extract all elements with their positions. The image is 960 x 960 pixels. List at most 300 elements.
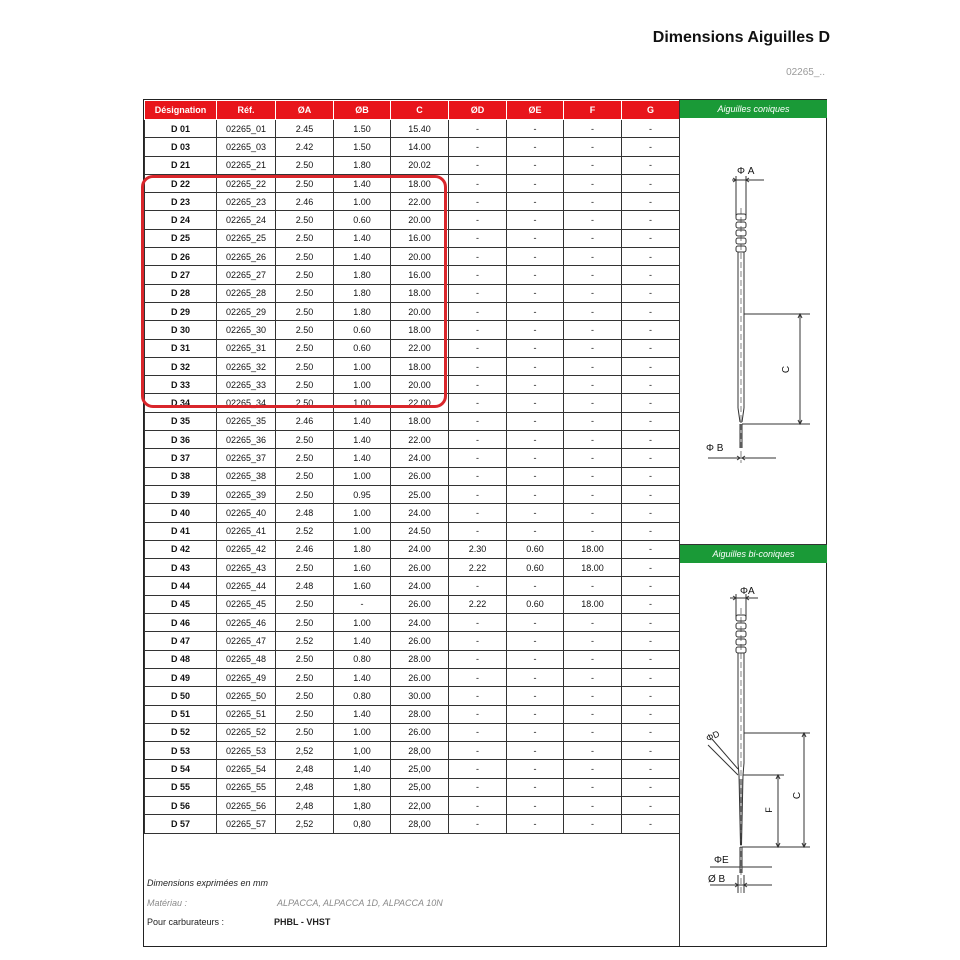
table-cell: - [622,339,680,357]
table-cell: - [449,193,507,211]
table-cell: 02265_43 [217,559,276,577]
table-cell: - [622,650,680,668]
table-cell: 2.50 [276,485,334,503]
table-cell: 1.00 [334,504,391,522]
table-cell: - [564,120,622,138]
table-cell: - [507,668,564,686]
table-cell: - [622,723,680,741]
dimensions-note: Dimensions exprimées en mm [147,878,269,888]
table-cell: 1.40 [334,229,391,247]
table-cell: - [622,540,680,558]
table-row [145,193,680,211]
biconical-label-c: C [792,791,804,800]
table-cell: - [449,321,507,339]
table-cell: D 33 [145,376,217,394]
table-cell: - [449,357,507,375]
table-cell: 2.42 [276,138,334,156]
table-cell: 2,48 [276,760,334,778]
table-cell: 02265_39 [217,485,276,503]
table-cell: D 01 [145,120,217,138]
table-cell: 16.00 [391,266,449,284]
table-cell: - [622,138,680,156]
biconical-needle-drawing [680,563,827,946]
table-cell: - [449,339,507,357]
table-cell: 02265_37 [217,449,276,467]
table-cell: - [622,614,680,632]
table-cell: - [449,156,507,174]
table-cell: - [507,449,564,467]
table-cell: - [507,815,564,833]
table-cell: 22,00 [391,796,449,814]
table-cell: D 39 [145,485,217,503]
table-cell: D 38 [145,467,217,485]
table-cell: 02265_48 [217,650,276,668]
table-cell: D 45 [145,595,217,613]
table-cell: 22.00 [391,431,449,449]
document-code: 02265_.. [786,67,825,78]
table-cell: 2,52 [276,815,334,833]
table-cell: 02265_54 [217,760,276,778]
table-cell: - [564,174,622,192]
table-cell: - [622,156,680,174]
table-cell: 1.80 [334,156,391,174]
table-cell: 2.52 [276,522,334,540]
table-cell: 1.80 [334,302,391,320]
table-row [145,485,680,503]
table-row [145,467,680,485]
table-cell: D 28 [145,284,217,302]
table-cell: - [449,485,507,503]
table-cell: 1.00 [334,723,391,741]
table-cell: - [507,357,564,375]
table-cell: 02265_53 [217,742,276,760]
table-cell: 1.80 [334,284,391,302]
table-cell: 0.80 [334,687,391,705]
table-cell: 02265_52 [217,723,276,741]
table-cell: - [449,467,507,485]
table-cell: - [622,687,680,705]
table-cell: - [449,815,507,833]
biconical-label-a: ΦA [740,586,755,597]
table-cell: 18.00 [564,559,622,577]
table-cell: - [449,449,507,467]
table-cell: 0.60 [507,595,564,613]
table-cell: - [449,687,507,705]
table-row [145,266,680,284]
table-cell: - [622,120,680,138]
table-cell: - [449,266,507,284]
table-cell: - [564,522,622,540]
table-cell: - [507,193,564,211]
table-cell: 1.50 [334,138,391,156]
conical-needles-heading: Aiguilles coniques [680,100,827,118]
table-cell: D 51 [145,705,217,723]
table-cell: - [622,449,680,467]
table-row [145,577,680,595]
table-cell: 18.00 [391,412,449,430]
table-cell: 22.00 [391,339,449,357]
table-row [145,174,680,192]
table-cell: 1.40 [334,248,391,266]
table-cell: - [564,778,622,796]
table-cell: 2.50 [276,357,334,375]
table-row [145,412,680,430]
table-cell: 02265_56 [217,796,276,814]
table-row [145,449,680,467]
table-cell: 2.46 [276,412,334,430]
table-footer [144,872,680,946]
table-row [145,614,680,632]
table-cell: - [507,632,564,650]
table-cell: - [449,302,507,320]
table-row [145,540,680,558]
table-cell: - [507,174,564,192]
table-row [145,650,680,668]
table-cell: - [507,723,564,741]
table-cell: - [507,266,564,284]
table-cell: 02265_30 [217,321,276,339]
table-cell: - [564,723,622,741]
table-cell: - [622,211,680,229]
table-cell: - [564,284,622,302]
table-cell: 02265_35 [217,412,276,430]
table-cell: - [564,504,622,522]
table-cell: D 44 [145,577,217,595]
table-cell: 02265_23 [217,193,276,211]
table-row [145,229,680,247]
table-cell: 2,52 [276,742,334,760]
table-cell: - [622,174,680,192]
table-cell: 02265_24 [217,211,276,229]
table-cell: 1.60 [334,559,391,577]
column-header: ØD [449,101,507,120]
table-cell: D 56 [145,796,217,814]
table-row [145,504,680,522]
table-cell: 02265_50 [217,687,276,705]
table-cell: D 42 [145,540,217,558]
table-cell: D 35 [145,412,217,430]
table-cell: 26.00 [391,668,449,686]
table-cell: 02265_32 [217,357,276,375]
table-row [145,339,680,357]
table-cell: 02265_40 [217,504,276,522]
table-cell: 1.00 [334,394,391,412]
table-cell: - [449,248,507,266]
table-cell: - [622,357,680,375]
table-cell: 2,48 [276,778,334,796]
material-label: Matériau : [147,898,188,908]
table-cell: - [564,248,622,266]
table-body [145,120,680,834]
conical-label-c: C [781,365,793,374]
table-cell: - [449,760,507,778]
table-cell: D 57 [145,815,217,833]
table-cell: - [564,577,622,595]
table-cell: 26.00 [391,632,449,650]
table-cell: 2.50 [276,339,334,357]
table-cell: - [564,668,622,686]
table-cell: - [507,431,564,449]
table-cell: 28,00 [391,742,449,760]
table-cell: - [564,632,622,650]
table-cell: D 54 [145,760,217,778]
table-cell: 0.95 [334,485,391,503]
table-cell: 25,00 [391,778,449,796]
table-cell: - [449,504,507,522]
table-row [145,522,680,540]
table-cell: D 24 [145,211,217,229]
table-cell: - [564,614,622,632]
carburetor-value: PHBL - VHST [274,917,331,927]
table-cell: D 50 [145,687,217,705]
table-cell: 2.50 [276,687,334,705]
table-cell: - [449,632,507,650]
table-cell: 26.00 [391,723,449,741]
table-cell: - [622,815,680,833]
table-cell: - [507,284,564,302]
table-cell: 2.50 [276,321,334,339]
table-cell: - [564,266,622,284]
table-cell: 2.50 [276,595,334,613]
table-cell: - [622,742,680,760]
table-cell: 24.00 [391,540,449,558]
table-cell: - [622,467,680,485]
table-cell: - [564,229,622,247]
table-cell: - [622,266,680,284]
table-cell: 2.50 [276,174,334,192]
column-header: Réf. [217,101,276,120]
table-cell: - [622,248,680,266]
table-cell: 02265_45 [217,595,276,613]
table-cell: - [622,321,680,339]
table-cell: 20.00 [391,376,449,394]
table-cell: - [507,467,564,485]
column-header: F [564,101,622,120]
biconical-label-f: F [763,807,774,813]
table-cell: 1.00 [334,376,391,394]
table-cell: 26.00 [391,467,449,485]
table-cell: 25,00 [391,760,449,778]
table-cell: - [622,193,680,211]
table-row [145,248,680,266]
table-row [145,815,680,833]
table-cell: D 29 [145,302,217,320]
table-cell: - [449,614,507,632]
table-cell: - [507,376,564,394]
table-row [145,376,680,394]
table-cell: 02265_57 [217,815,276,833]
column-header: Désignation [145,101,217,120]
table-cell: - [564,357,622,375]
table-cell: - [622,504,680,522]
table-cell: 0,80 [334,815,391,833]
table-row [145,431,680,449]
table-cell: - [622,760,680,778]
table-cell: - [564,705,622,723]
table-cell: - [507,705,564,723]
table-row [145,705,680,723]
datasheet [143,99,827,947]
column-header: C [391,101,449,120]
table-cell: - [507,742,564,760]
table-cell: 2.50 [276,211,334,229]
table-cell: - [564,302,622,320]
table-cell: - [507,394,564,412]
table-cell: 18.00 [391,174,449,192]
table-cell: 18.00 [391,357,449,375]
table-cell: 2.50 [276,156,334,174]
table-cell: - [564,339,622,357]
table-cell: - [449,284,507,302]
table-cell: 0.60 [507,559,564,577]
table-cell: - [507,156,564,174]
table-cell: 2.50 [276,394,334,412]
table-cell: D 34 [145,394,217,412]
table-cell: 02265_21 [217,156,276,174]
table-cell: 20.02 [391,156,449,174]
table-cell: - [507,248,564,266]
table-cell: 1.40 [334,174,391,192]
table-cell: 2.50 [276,229,334,247]
table-cell: 1.40 [334,431,391,449]
table-cell: - [449,394,507,412]
table-cell: - [564,687,622,705]
table-cell: 1.40 [334,632,391,650]
table-cell: 1.00 [334,614,391,632]
table-row [145,394,680,412]
table-cell: 26.00 [391,559,449,577]
table-cell: 02265_38 [217,467,276,485]
table-cell: 02265_41 [217,522,276,540]
table-row [145,156,680,174]
table-cell: - [449,376,507,394]
table-cell: - [449,668,507,686]
table-cell: D 53 [145,742,217,760]
table-cell: 25.00 [391,485,449,503]
table-cell: 2.48 [276,577,334,595]
table-cell: - [564,431,622,449]
table-cell: - [449,723,507,741]
table-cell: - [564,449,622,467]
table-cell: - [622,394,680,412]
table-cell: - [449,522,507,540]
table-cell: - [449,120,507,138]
table-cell: D 22 [145,174,217,192]
table-cell: 2.52 [276,632,334,650]
table-cell: 1.00 [334,467,391,485]
table-cell: 2.22 [449,595,507,613]
table-cell: - [507,485,564,503]
table-cell: D 30 [145,321,217,339]
table-cell: D 27 [145,266,217,284]
table-cell: - [507,796,564,814]
table-cell: 28.00 [391,705,449,723]
table-cell: 02265_47 [217,632,276,650]
table-cell: - [507,614,564,632]
table-cell: 0.60 [334,321,391,339]
material-value: ALPACCA, ALPACCA 1D, ALPACCA 10N [277,898,443,908]
table-row [145,668,680,686]
table-cell: - [622,577,680,595]
table-cell: - [507,687,564,705]
table-cell: 02265_49 [217,668,276,686]
table-cell: 2.48 [276,504,334,522]
table-row [145,742,680,760]
table-cell: - [622,559,680,577]
table-row [145,138,680,156]
table-cell: 1.40 [334,668,391,686]
table-row [145,284,680,302]
table-cell: - [622,485,680,503]
table-cell: 1.50 [334,120,391,138]
table-cell: D 37 [145,449,217,467]
table-cell: 0.60 [507,540,564,558]
table-cell: - [564,211,622,229]
biconical-needles-heading: Aiguilles bi-coniques [680,544,827,563]
carburetor-line [147,917,331,927]
biconical-label-e: ΦE [714,855,729,866]
table-cell: - [449,742,507,760]
table-cell: - [564,742,622,760]
table-cell: - [449,705,507,723]
table-cell: D 55 [145,778,217,796]
table-cell: D 41 [145,522,217,540]
table-cell: 1.00 [334,193,391,211]
table-cell: 1.40 [334,449,391,467]
document-title: Dimensions Aiguilles D [652,29,830,46]
table-cell: 02265_51 [217,705,276,723]
table-cell: 1,40 [334,760,391,778]
table-cell: 24.50 [391,522,449,540]
table-cell: D 43 [145,559,217,577]
table-cell: - [564,412,622,430]
table-cell: 20.00 [391,211,449,229]
table-cell: 0.60 [334,339,391,357]
table-cell: - [449,174,507,192]
table-row [145,632,680,650]
table-cell: 02265_25 [217,229,276,247]
table-cell: 2.30 [449,540,507,558]
table-cell: - [564,485,622,503]
table-cell: - [622,284,680,302]
table-cell: D 23 [145,193,217,211]
conical-label-a: Φ A [737,166,755,177]
table-cell: 16.00 [391,229,449,247]
table-cell: 28,00 [391,815,449,833]
table-cell: 2.50 [276,284,334,302]
table-cell: - [564,321,622,339]
table-cell: 15.40 [391,120,449,138]
table-cell: D 31 [145,339,217,357]
table-cell: 1.00 [334,522,391,540]
table-cell: D 40 [145,504,217,522]
table-cell: 02265_29 [217,302,276,320]
table-cell: - [622,302,680,320]
table-cell: 02265_36 [217,431,276,449]
table-cell: - [449,650,507,668]
table-cell: - [449,412,507,430]
table-cell: 2.46 [276,193,334,211]
table-cell: - [449,138,507,156]
table-cell: 2.50 [276,248,334,266]
table-cell: 2.45 [276,120,334,138]
table-cell: - [622,632,680,650]
material-line [147,898,443,908]
table-cell: - [449,778,507,796]
table-cell: 1,80 [334,796,391,814]
table-cell: D 46 [145,614,217,632]
needle-drawings-panel [679,100,827,946]
